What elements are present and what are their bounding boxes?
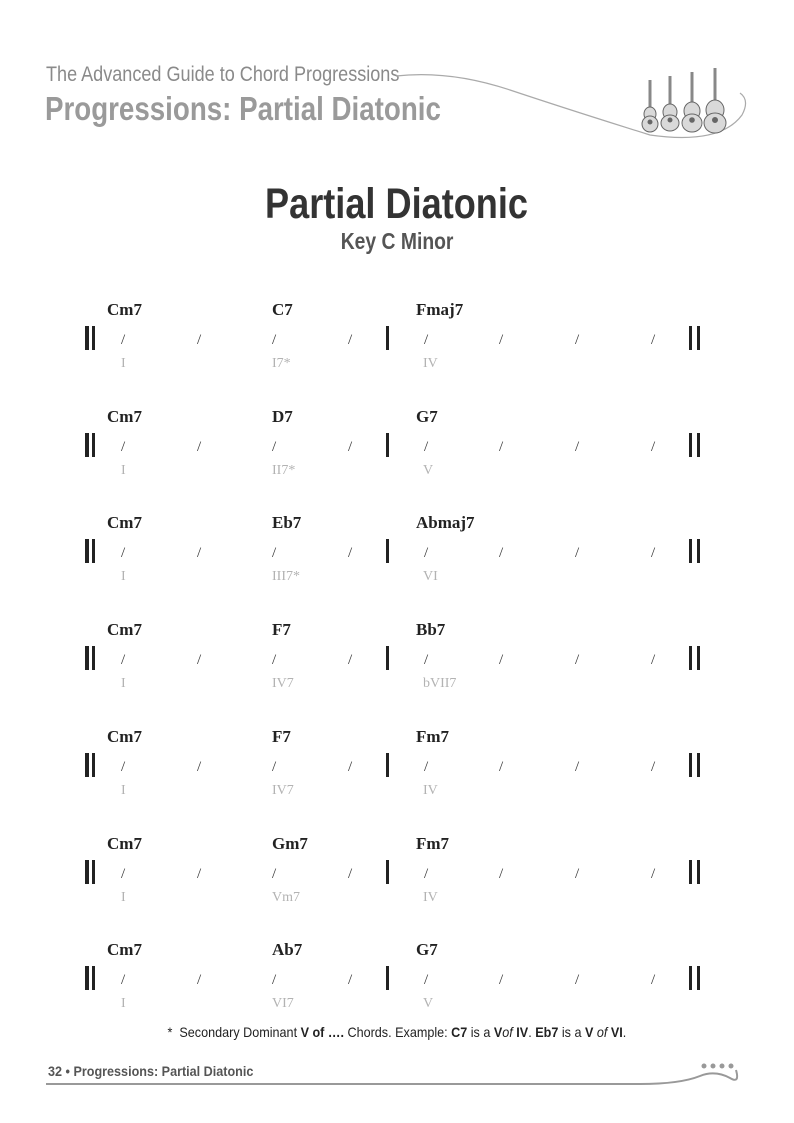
key-subtitle: Key C Minor [340, 228, 454, 254]
start-repeat-bar [92, 646, 95, 670]
beat-slash: / [499, 652, 504, 669]
page-section-title: Progressions: Partial Diatonic [45, 90, 441, 127]
chord-name: Cm7 [107, 406, 142, 426]
beat-slash: / [499, 758, 504, 775]
chord-name: Bb7 [416, 620, 446, 640]
roman-numeral: II7* [272, 462, 296, 478]
end-repeat-bar [689, 539, 692, 563]
end-repeat-bar [697, 966, 700, 990]
roman-numeral: III7* [272, 569, 300, 585]
chord-name: G7 [416, 940, 438, 960]
chord-name: Cm7 [107, 726, 142, 746]
ukulele-family-icon [390, 60, 750, 150]
start-repeat-bar [85, 433, 89, 457]
beat-slash: / [424, 972, 429, 989]
beat-slash: / [121, 438, 126, 455]
roman-numeral: bVII7 [423, 676, 457, 692]
bar-line [386, 326, 389, 350]
main-title: Partial Diatonic [265, 180, 529, 228]
chord-name: C7 [272, 300, 293, 319]
beat-slash: / [424, 865, 429, 882]
roman-numeral: Vm7 [272, 889, 300, 905]
bar-line [386, 860, 389, 884]
start-repeat-bar [85, 753, 89, 777]
roman-numeral: I [121, 356, 126, 371]
start-repeat-bar [85, 860, 89, 884]
beat-slash: / [348, 438, 353, 455]
beat-slash: / [575, 758, 580, 775]
roman-numeral: V [423, 996, 434, 1012]
page-number: 32 [48, 1063, 63, 1079]
beat-slash: / [575, 865, 580, 882]
beat-slash: / [424, 545, 429, 562]
footnote: * Secondary Dominant V of …. Chords. Example: C7 is a Vof IV. Eb7 is a V of VI. [167, 1024, 627, 1040]
beat-slash: / [651, 972, 656, 989]
beat-slash: / [575, 545, 580, 562]
chord-name: Cm7 [107, 833, 142, 853]
beat-slash: / [499, 545, 504, 562]
progression-row [0, 513, 794, 593]
beat-slash: / [272, 758, 277, 775]
beat-slash: / [651, 758, 656, 775]
beat-slash: / [499, 332, 504, 348]
roman-numeral: I7* [272, 356, 291, 371]
beat-slash: / [651, 865, 656, 882]
beat-slash: / [575, 972, 580, 989]
beat-slash: / [651, 545, 656, 562]
roman-numeral: I [121, 996, 126, 1012]
progression-row [0, 834, 794, 914]
beat-slash: / [651, 438, 656, 455]
progression-row [0, 620, 794, 700]
end-repeat-bar [697, 433, 700, 457]
roman-numeral: V [423, 462, 434, 478]
beat-slash: / [121, 332, 126, 348]
bar-line [386, 539, 389, 563]
end-repeat-bar [697, 646, 700, 670]
beat-slash: / [272, 652, 277, 669]
progression-row [0, 300, 794, 380]
roman-numeral: IV [423, 782, 438, 798]
end-repeat-bar [689, 753, 692, 777]
ukulele-swoosh-icon [40, 1058, 750, 1090]
roman-numeral: IV [423, 356, 438, 371]
beat-slash: / [348, 865, 353, 882]
beat-slash: / [424, 758, 429, 775]
roman-numeral: I [121, 569, 126, 585]
chord-name: Cm7 [107, 513, 142, 533]
chord-name: Cm7 [107, 940, 142, 960]
footer-section: Progressions: Partial Diatonic [73, 1063, 254, 1079]
start-repeat-bar [92, 326, 95, 350]
end-repeat-bar [689, 966, 692, 990]
guide-subtitle: The Advanced Guide to Chord Progressions [46, 63, 400, 86]
roman-numeral: I [121, 782, 126, 798]
beat-slash: / [424, 652, 429, 669]
bar-line [386, 646, 389, 670]
chord-name: F7 [272, 620, 291, 640]
roman-numeral: IV7 [272, 676, 294, 692]
beat-slash: / [197, 865, 202, 882]
chord-name: Ab7 [272, 940, 303, 960]
end-repeat-bar [689, 646, 692, 670]
chord-name: Fmaj7 [416, 300, 464, 319]
beat-slash: / [197, 332, 202, 348]
beat-slash: / [272, 865, 277, 882]
bar-line [386, 433, 389, 457]
beat-slash: / [575, 332, 580, 348]
beat-slash: / [272, 545, 277, 562]
end-repeat-bar [697, 326, 700, 350]
progression-row [0, 407, 794, 487]
start-repeat-bar [92, 433, 95, 457]
chord-name: Fm7 [416, 726, 450, 746]
bar-line [386, 966, 389, 990]
roman-numeral: I [121, 676, 126, 692]
chord-name: D7 [272, 406, 293, 426]
beat-slash: / [651, 332, 656, 348]
chord-name: Cm7 [107, 300, 142, 319]
beat-slash: / [121, 972, 126, 989]
beat-slash: / [499, 972, 504, 989]
beat-slash: / [348, 545, 353, 562]
beat-slash: / [121, 865, 126, 882]
start-repeat-bar [85, 539, 89, 563]
chord-name: Gm7 [272, 833, 308, 853]
end-repeat-bar [689, 326, 692, 350]
start-repeat-bar [85, 646, 89, 670]
beat-slash: / [348, 652, 353, 669]
chord-name: Abmaj7 [416, 513, 475, 533]
start-repeat-bar [92, 860, 95, 884]
end-repeat-bar [697, 753, 700, 777]
beat-slash: / [121, 652, 126, 669]
beat-slash: / [424, 438, 429, 455]
beat-slash: / [197, 758, 202, 775]
beat-slash: / [197, 438, 202, 455]
end-repeat-bar [689, 433, 692, 457]
beat-slash: / [348, 758, 353, 775]
chord-name: G7 [416, 406, 438, 426]
beat-slash: / [272, 972, 277, 989]
roman-numeral: VI7 [272, 996, 294, 1012]
roman-numeral: I [121, 889, 126, 905]
beat-slash: / [651, 652, 656, 669]
end-repeat-bar [697, 539, 700, 563]
chord-name: F7 [272, 726, 291, 746]
end-repeat-bar [689, 860, 692, 884]
roman-numeral: IV7 [272, 782, 294, 798]
beat-slash: / [348, 332, 353, 348]
end-repeat-bar [697, 860, 700, 884]
chord-name: Cm7 [107, 620, 142, 640]
beat-slash: / [499, 438, 504, 455]
beat-slash: / [424, 332, 429, 348]
beat-slash: / [575, 438, 580, 455]
roman-numeral: I [121, 462, 126, 478]
progression-row [0, 727, 794, 807]
bar-line [386, 753, 389, 777]
beat-slash: / [197, 972, 202, 989]
chord-name: Eb7 [272, 513, 302, 533]
start-repeat-bar [85, 326, 89, 350]
start-repeat-bar [92, 753, 95, 777]
start-repeat-bar [92, 539, 95, 563]
start-repeat-bar [85, 966, 89, 990]
chord-name: Fm7 [416, 833, 450, 853]
beat-slash: / [575, 652, 580, 669]
beat-slash: / [272, 438, 277, 455]
beat-slash: / [121, 545, 126, 562]
beat-slash: / [197, 652, 202, 669]
start-repeat-bar [92, 966, 95, 990]
beat-slash: / [348, 972, 353, 989]
roman-numeral: IV [423, 889, 438, 905]
beat-slash: / [121, 758, 126, 775]
page-footer: 32 • Progressions: Partial Diatonic [48, 1063, 254, 1079]
beat-slash: / [272, 332, 277, 348]
progression-row [0, 940, 794, 1020]
beat-slash: / [197, 545, 202, 562]
beat-slash: / [499, 865, 504, 882]
roman-numeral: VI [423, 569, 438, 585]
